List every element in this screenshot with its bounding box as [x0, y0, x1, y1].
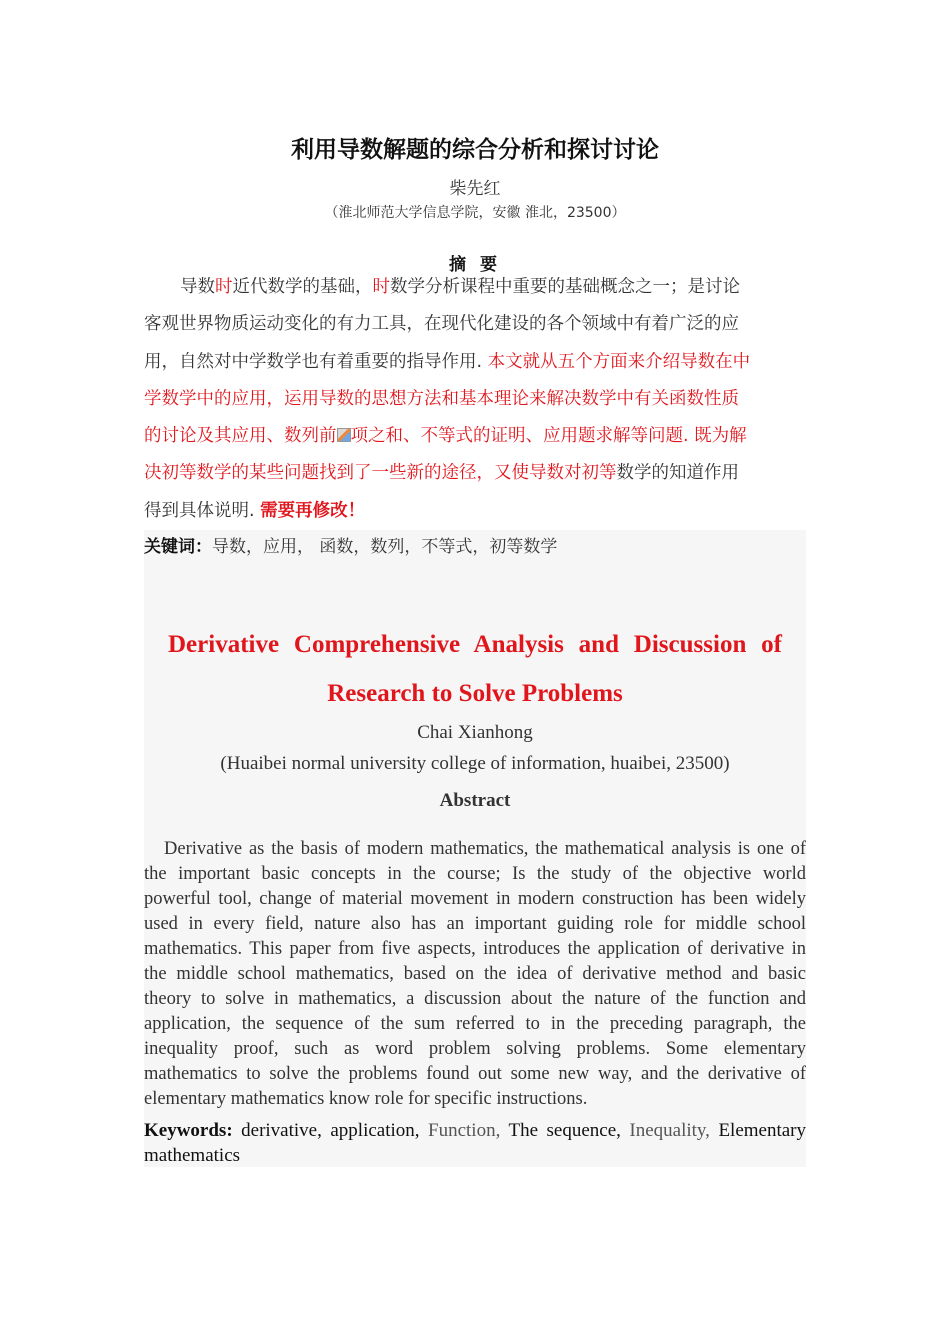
- chinese-title: 利用导数解题的综合分析和探讨讨论: [291, 137, 659, 163]
- english-keywords: [144, 1118, 806, 1168]
- keywords-text: derivative, application,: [232, 1120, 429, 1141]
- keywords-label: 关键词：: [144, 537, 212, 557]
- abstract-line: inequality proof, such as word problem solving problems. Some elementary: [144, 1039, 806, 1059]
- chinese-abstract: [144, 269, 806, 530]
- highlighted-text: 时: [215, 277, 233, 297]
- abstract-line: used in every field, nature also has an important guiding role for middle school: [144, 914, 806, 934]
- highlighted-text: 时: [372, 277, 390, 297]
- highlighted-text: 本文就从五个方面来介绍导数在中: [487, 351, 751, 372]
- abstract-line: Derivative as the basis of modern mathematics, the mathematical analysis is one of: [164, 839, 806, 859]
- chinese-keywords: [144, 532, 557, 557]
- abstract-line: the important basic concepts in the course; Is the study of the objective world: [144, 864, 806, 884]
- keywords-text: Elementary: [718, 1120, 807, 1141]
- highlighted-text: 项之和、不等式的证明、应用题求解等问题. 既为解: [350, 426, 747, 447]
- abstract-text: 数学分析课程中重要的基础概念之一；是讨论: [390, 277, 740, 297]
- chinese-affiliation: （淮北师范大学信息学院，安徽 淮北，23500）: [324, 205, 626, 221]
- abstract-text: 客观世界物质运动变化的有力工具，在现代化建设的各个领域中有着广泛的应: [144, 314, 739, 335]
- abstract-text: 用，自然对中学数学也有着重要的指导作用.: [144, 351, 488, 372]
- english-affiliation: (Huaibei normal university college of information, huaibei, 23500): [220, 753, 730, 774]
- abstract-text: 数学的知道作用: [616, 463, 739, 484]
- english-abstract-heading: Abstract: [439, 790, 511, 811]
- abstract-line: the middle school mathematics, based on the idea of derivative method and basic: [144, 964, 806, 984]
- abstract-text: 近代数学的基础，: [232, 277, 373, 297]
- keywords-text: The sequence,: [508, 1120, 630, 1141]
- english-title-line: Derivative Comprehensive Analysis and Discussion of: [168, 631, 782, 658]
- highlighted-text: 的讨论及其应用、数列前: [144, 426, 337, 447]
- english-author: Chai Xianhong: [417, 722, 533, 743]
- chinese-author: 柴先红: [449, 179, 501, 199]
- highlighted-text: 学数学中的应用，运用导数的思想方法和基本理论来解决数学中有关函数性质: [144, 388, 739, 409]
- abstract-line: theory to solve in mathematics, a discussion about the nature of the function and: [144, 989, 806, 1009]
- abstract-line: mathematics. This paper from five aspects, introduces the application of derivative in: [144, 939, 806, 959]
- abstract-line: application, the sequence of the sum referred to in the preceding paragraph, the: [144, 1014, 806, 1034]
- keywords-text: Inequality,: [629, 1120, 719, 1141]
- keywords-label: Keywords:: [144, 1120, 233, 1141]
- chinese-abstract-heading: 摘 要: [449, 255, 501, 275]
- keywords-text: Function,: [428, 1120, 509, 1141]
- keywords-text: 导数，应用， 函数，数列，不等式，初等数学: [212, 537, 558, 557]
- abstract-text: 得到具体说明.: [144, 500, 261, 521]
- english-title-line: Research to Solve Problems: [327, 680, 623, 707]
- english-title: [144, 620, 806, 718]
- broken-image-icon: [337, 428, 351, 442]
- keywords-text: mathematics: [144, 1145, 241, 1166]
- revision-note: 需要再修改！: [260, 500, 366, 521]
- highlighted-text: 决初等数学的某些问题找到了一些新的途径，又使导数对初等: [144, 463, 617, 484]
- abstract-line: powerful tool, change of material movement in modern construction has been widely: [144, 889, 806, 909]
- abstract-line: mathematics to solve the problems found out some new way, and the derivative of: [144, 1064, 806, 1084]
- abstract-text: 导数: [180, 277, 215, 297]
- english-abstract: [144, 837, 806, 1112]
- abstract-line: elementary mathematics know role for specific instructions.: [144, 1089, 588, 1109]
